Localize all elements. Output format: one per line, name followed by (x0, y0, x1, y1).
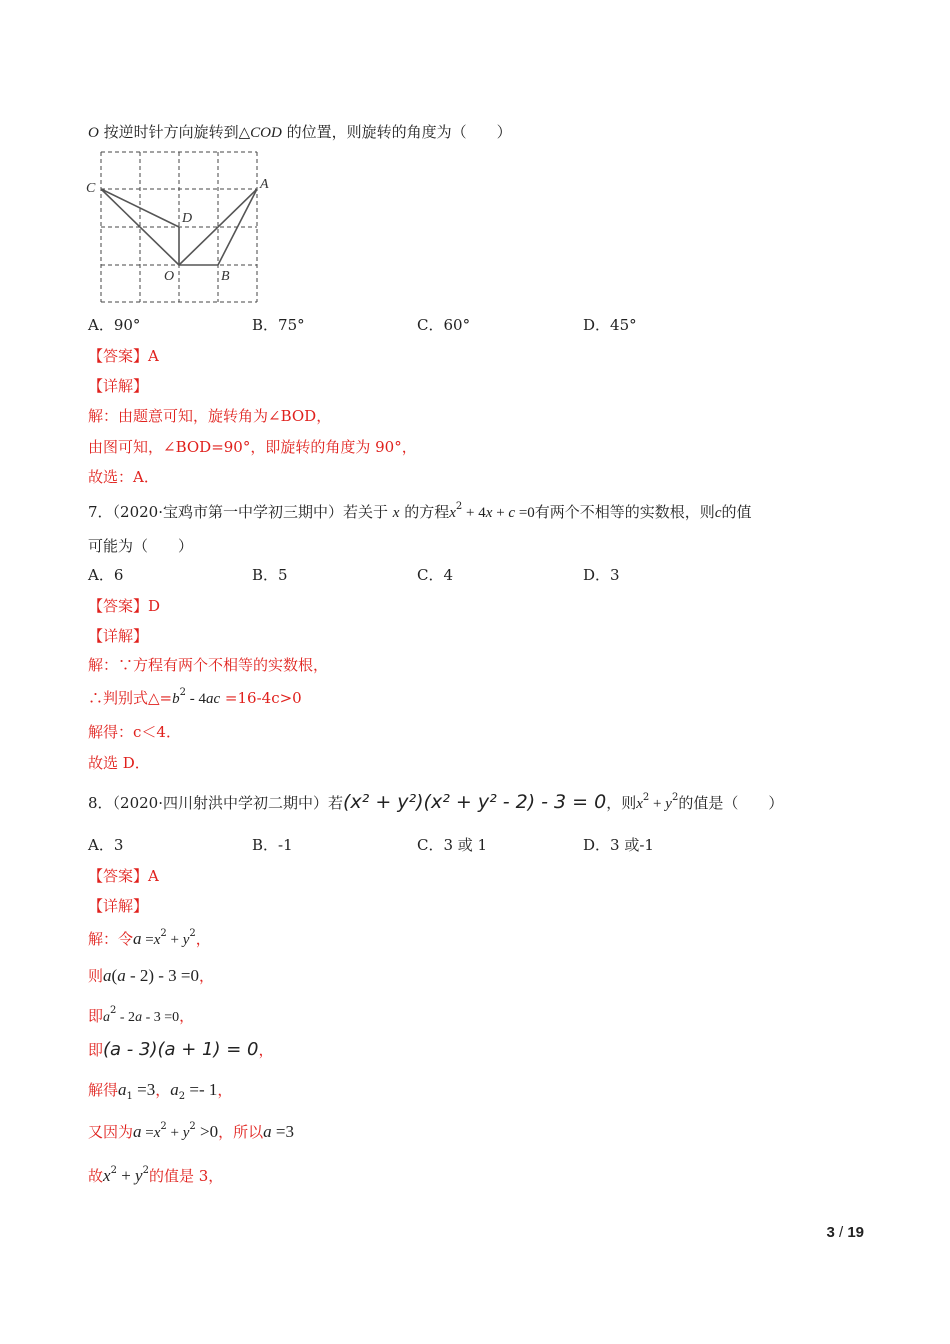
q6-option-a: A．90° (88, 316, 141, 334)
page-number: 3 / 19 (826, 1224, 864, 1241)
q8-detail: 【详解】 (88, 897, 149, 915)
q8-option-b: B．-1 (252, 836, 293, 854)
q8-solution-7: 故$x^2 + y^2$的值是 3， (88, 1165, 224, 1185)
q7-solution-3: 解得：c＜4． (88, 723, 181, 741)
q7-solution-4: 故选 D． (88, 754, 150, 772)
q6-answer: 【答案】A (88, 347, 159, 365)
q7-option-c: C．4 (417, 566, 454, 584)
q7-option-b: B．5 (252, 566, 288, 584)
q8-option-a: A．3 (88, 836, 124, 854)
q7-solution-1: 解：∵方程有两个不相等的实数根， (88, 656, 329, 674)
q8-stem: 8．（2020·四川射洪中学初二期中）若(x² + y²)(x² + y² - 2) - 3 = 0，则$x^2 + y^2$的值是（ ） (88, 791, 784, 813)
q6-option-c: C．60° (417, 316, 471, 334)
q8-solution-3: 即$a^2 - 2a - 3 =0$， (88, 1005, 195, 1025)
q7-option-a: A．6 (88, 566, 124, 584)
q6-solution-2: 由图可知，∠BOD=90°，即旋转的角度为 90°， (88, 438, 417, 456)
q6-solution-1: 解：由题意可知，旋转角为∠BOD， (88, 407, 332, 425)
rotation-figure (80, 148, 280, 308)
label-D: D (182, 211, 193, 226)
label-A: A (260, 177, 269, 192)
q8-solution-2: 则a(a - 2) - 3 =0， (88, 966, 215, 985)
q7-answer: 【答案】D (88, 597, 161, 615)
q7-solution-2: ∴判别式$\triangle=b^2 - 4ac =16-4c>0$ (88, 687, 302, 707)
q8-solution-1: 解：令$a =x^2 + y^2$， (88, 928, 211, 948)
label-B: B (221, 269, 230, 284)
q8-option-d: D．3 或-1 (583, 836, 654, 854)
label-O: O (164, 269, 175, 284)
q7-stem: 7．（2020·宝鸡市第一中学初三期中）若关于 x 的方程$x^2 + 4x + c =0$有两个不相等的实数根，则c的值 (88, 501, 752, 521)
q8-equation: (x² + y²)(x² + y² - 2) - 3 = 0 (343, 791, 607, 813)
q7-stem-line2: 可能为（ ） (88, 537, 194, 555)
q8-answer: 【答案】A (88, 867, 159, 885)
q7-detail: 【详解】 (88, 627, 149, 645)
q6-solution-3: 故选：A． (88, 468, 159, 486)
q6-stem: O 按逆时针方向旋转到△COD 的位置，则旋转的角度为（ ） (88, 123, 512, 141)
q8-solution-4: 即(a - 3)(a + 1) = 0， (88, 1039, 274, 1060)
q6-option-d: D．45° (583, 316, 637, 334)
q7-option-d: D．3 (583, 566, 620, 584)
label-C: C (86, 181, 96, 196)
q8-option-c: C．3 或 1 (417, 836, 488, 854)
q6-detail: 【详解】 (88, 377, 149, 395)
q8-solution-6: 又因为$a =x^2 + y^2 >0$，所以a =3 (88, 1121, 294, 1141)
q6-option-b: B．75° (252, 316, 305, 334)
q8-solution-5: 解得$a_1 =3$，$a_2 =- 1$， (88, 1080, 233, 1102)
